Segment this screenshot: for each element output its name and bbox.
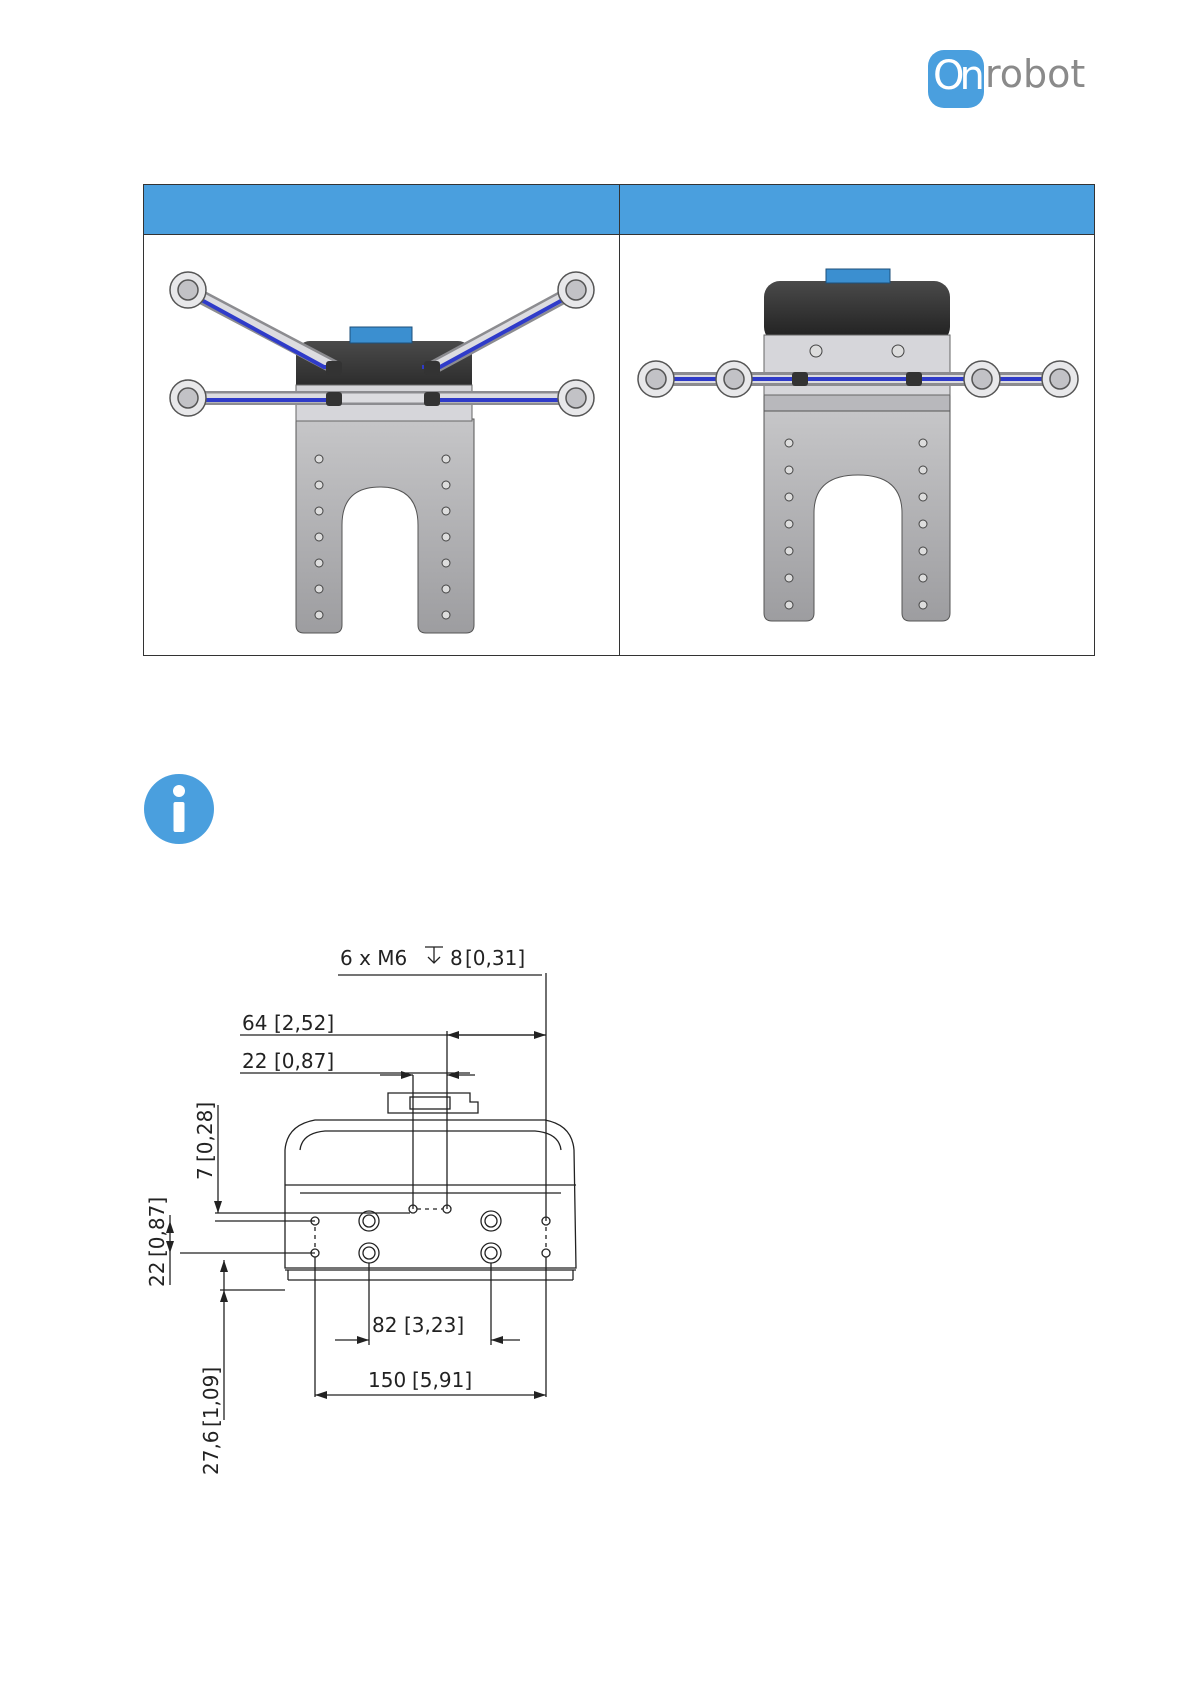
- dim-22-side-in: [0,87]: [145, 1196, 169, 1257]
- logo-badge-text: On: [933, 53, 980, 99]
- dim-27-mm: 27,6: [199, 1430, 223, 1475]
- dim-150-mm: 150: [368, 1368, 407, 1392]
- table-cell-straight-config: [619, 235, 1095, 656]
- thread-depth-in-label: [0,31]: [465, 946, 526, 970]
- thread-count-label: 6 x M6: [340, 946, 408, 970]
- dim-64-in: [2,52]: [274, 1011, 335, 1035]
- dimension-drawing: [140, 946, 610, 1535]
- dim-22-top-mm: 22: [242, 1049, 268, 1073]
- dim-64-mm: 64: [242, 1011, 268, 1035]
- dim-27-in: [1,09]: [199, 1366, 223, 1427]
- info-icon: [144, 774, 214, 844]
- dim-82-mm: 82: [372, 1313, 398, 1337]
- gripper-v-arm-image: [144, 235, 618, 651]
- dim-22-top-in: [0,87]: [274, 1049, 335, 1073]
- logo-word: robot: [985, 52, 1086, 96]
- gripper-straight-arm-image: [620, 235, 1094, 651]
- table-header-right: [619, 185, 1095, 235]
- logo-badge: [928, 50, 984, 108]
- dim-150-in: [5,91]: [412, 1368, 473, 1392]
- configuration-table: [143, 184, 1095, 656]
- dim-82-in: [3,23]: [404, 1313, 465, 1337]
- dim-7-mm: 7: [193, 1167, 217, 1180]
- onrobot-logo: [928, 48, 1086, 110]
- thread-depth-label: 8: [450, 946, 463, 970]
- dim-7-in: [0,28]: [193, 1101, 217, 1162]
- table-cell-v-config: [144, 235, 620, 656]
- depth-symbol-icon: [425, 947, 443, 963]
- dim-22-side-mm: 22: [145, 1261, 169, 1287]
- table-header-left: [144, 185, 620, 235]
